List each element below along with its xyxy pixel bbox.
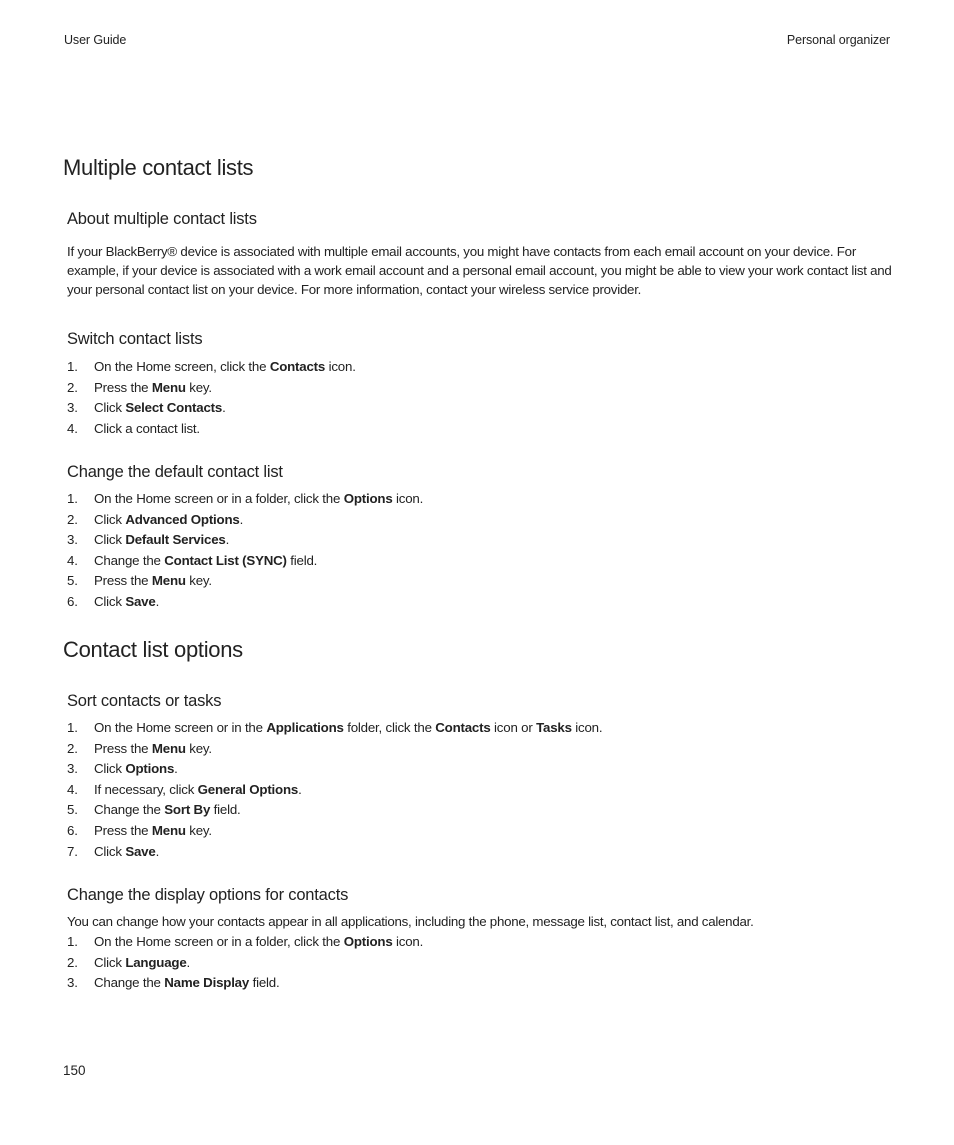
ui-term: Name Display xyxy=(164,975,250,991)
step-number: 5. xyxy=(67,573,78,589)
step-item xyxy=(67,510,423,531)
step-number: 7. xyxy=(67,843,78,859)
step-item xyxy=(67,398,356,419)
step-text: field. xyxy=(286,552,318,568)
sort-contacts-or-tasks-steps xyxy=(67,718,602,862)
step-item xyxy=(67,571,423,592)
step-text: On the Home screen or in a folder, click the xyxy=(94,491,344,506)
step-text: On the Home screen, click the xyxy=(94,359,270,374)
step-number: 4. xyxy=(67,781,78,797)
running-header-left: User Guide xyxy=(64,33,127,47)
step-text: Click a contact list. xyxy=(94,420,200,436)
ui-term: Contact List (SYNC) xyxy=(164,552,287,568)
step-text: Click xyxy=(94,400,126,416)
switch-contact-lists-steps xyxy=(67,357,356,439)
ui-term: Select Contacts xyxy=(125,400,223,416)
section-title-contact-list-options: Contact list options xyxy=(63,637,243,662)
step-number: 2. xyxy=(67,379,78,395)
change-display-options-paragraph: You can change how your contacts appear in all applications, including the phone, message list, contact list, and calendar. xyxy=(67,914,754,929)
ui-term: Menu xyxy=(151,379,186,395)
step-item xyxy=(67,821,602,842)
step-text: Change the xyxy=(94,802,165,818)
page-number: 150 xyxy=(63,1063,86,1078)
step-text: Click xyxy=(94,593,126,609)
ui-term: Options xyxy=(125,761,175,777)
step-text: Click xyxy=(94,843,126,859)
step-item xyxy=(67,932,423,953)
step-item xyxy=(67,800,602,821)
step-number: 2. xyxy=(67,954,78,970)
step-text: . xyxy=(174,761,178,777)
step-number: 1. xyxy=(67,720,78,735)
step-text: key. xyxy=(185,379,212,395)
subsection-title-change-display-options: Change the display options for contacts xyxy=(67,886,349,904)
step-text: icon or xyxy=(490,720,537,735)
step-item xyxy=(67,489,423,510)
step-number: 1. xyxy=(67,359,78,374)
step-text: key. xyxy=(185,740,212,756)
ui-term: Menu xyxy=(151,740,186,756)
ui-term: Applications xyxy=(266,720,344,735)
subsection-title-sort-contacts-or-tasks: Sort contacts or tasks xyxy=(67,692,222,710)
step-text: On the Home screen or in a folder, click the xyxy=(94,934,344,949)
change-display-options-steps xyxy=(67,932,423,994)
about-multiple-contact-lists-paragraph: If your BlackBerry® device is associated with multiple email accounts, you might have contacts from each email account on your device. For example, if your device is associated with a work email account and a personal email account, you might be able to view your work contact list and your personal contact list on your device. For more information, contact your wireless service provider. xyxy=(67,244,892,297)
step-item xyxy=(67,530,423,551)
step-number: 4. xyxy=(67,552,78,568)
step-text: Click xyxy=(94,761,126,777)
step-text: icon. xyxy=(571,720,603,735)
step-text: Click xyxy=(94,511,126,527)
step-text: folder, click the xyxy=(343,720,436,735)
step-text: field. xyxy=(249,975,280,991)
step-item xyxy=(67,419,356,440)
step-text: . xyxy=(298,781,302,797)
step-item xyxy=(67,780,602,801)
ui-term: Save xyxy=(125,593,156,609)
step-text: Click xyxy=(94,954,126,970)
step-text: If necessary, click xyxy=(94,781,198,797)
step-number: 4. xyxy=(67,420,78,436)
step-text: Click xyxy=(94,532,126,548)
step-item xyxy=(67,378,356,399)
step-text: icon. xyxy=(392,491,424,506)
ui-term: Advanced Options xyxy=(125,511,240,527)
ui-term: Contacts xyxy=(435,720,491,735)
ui-term: Options xyxy=(343,934,393,949)
ui-term: Save xyxy=(125,843,156,859)
step-text: key. xyxy=(185,573,212,589)
ui-term: Menu xyxy=(151,573,186,589)
step-number: 3. xyxy=(67,975,78,991)
step-text: icon. xyxy=(325,359,356,374)
subsection-title-about-multiple-contact-lists: About multiple contact lists xyxy=(67,210,257,228)
step-number: 1. xyxy=(67,934,78,949)
subsection-title-switch-contact-lists: Switch contact lists xyxy=(67,330,203,348)
step-item xyxy=(67,551,423,572)
step-text: . xyxy=(186,954,191,970)
step-text: Press the xyxy=(94,822,152,838)
step-text: . xyxy=(222,400,226,416)
ui-term: General Options xyxy=(197,781,299,797)
ui-term: Contacts xyxy=(269,359,326,374)
ui-term: Options xyxy=(343,491,393,506)
step-item xyxy=(67,739,602,760)
step-text: field. xyxy=(210,802,241,818)
step-text: Press the xyxy=(94,379,152,395)
step-item xyxy=(67,759,602,780)
step-number: 5. xyxy=(67,802,78,818)
ui-term: Language xyxy=(125,954,187,970)
step-text: icon. xyxy=(392,934,424,949)
ui-term: Sort By xyxy=(164,802,211,818)
step-number: 3. xyxy=(67,761,78,777)
step-text: key. xyxy=(185,822,212,838)
step-text: . xyxy=(239,511,244,527)
step-number: 2. xyxy=(67,511,78,527)
step-item xyxy=(67,592,423,613)
step-text: . xyxy=(225,532,230,548)
step-number: 2. xyxy=(67,740,78,756)
step-number: 6. xyxy=(67,593,78,609)
step-item xyxy=(67,718,602,739)
ui-term: Menu xyxy=(151,822,186,838)
step-number: 3. xyxy=(67,400,78,416)
step-number: 3. xyxy=(67,532,78,548)
subsection-title-change-default-contact-list: Change the default contact list xyxy=(67,463,283,481)
ui-term: Tasks xyxy=(536,720,572,735)
change-default-contact-list-steps xyxy=(67,489,423,613)
step-number: 6. xyxy=(67,822,78,838)
step-text: Change the xyxy=(94,975,165,991)
step-item xyxy=(67,953,423,974)
step-text: Press the xyxy=(94,740,152,756)
step-text: Change the xyxy=(94,552,165,568)
step-item xyxy=(67,357,356,378)
step-number: 1. xyxy=(67,491,78,506)
step-item xyxy=(67,842,602,863)
ui-term: Default Services xyxy=(125,532,226,548)
running-header-right: Personal organizer xyxy=(786,33,890,47)
step-text: On the Home screen or in the xyxy=(94,720,267,735)
step-text: . xyxy=(155,843,160,859)
step-text: . xyxy=(155,593,160,609)
section-title-multiple-contact-lists: Multiple contact lists xyxy=(63,155,254,180)
step-text: Press the xyxy=(94,573,152,589)
step-item xyxy=(67,973,423,994)
